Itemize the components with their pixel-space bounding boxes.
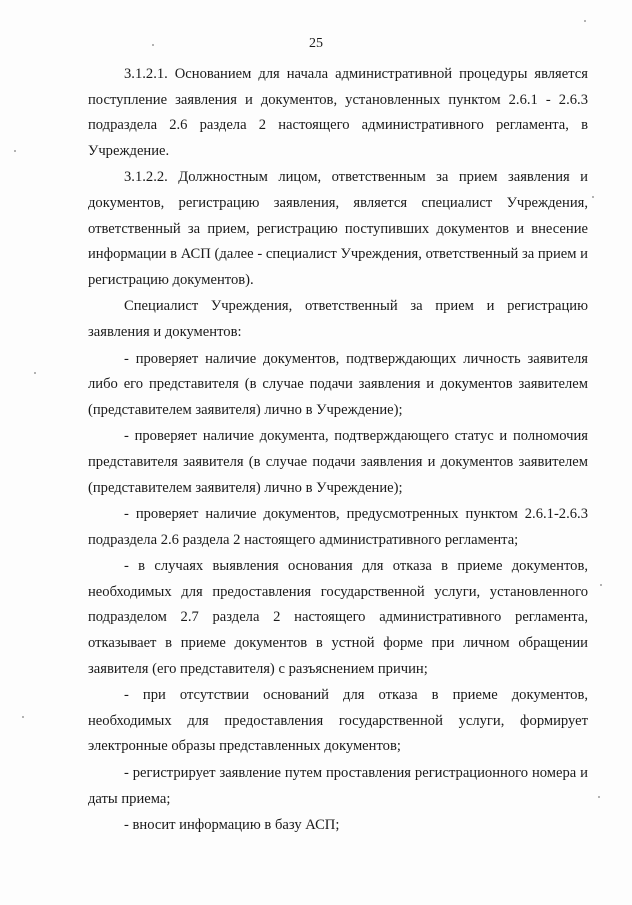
paragraph-3-1-2-2: 3.1.2.2. Должностным лицом, ответственным за прием заявления и документов, регистрацию заявления, является специалист Учреждения, ответственный за прием, регистрацию поступивших документов и внесение информации в АСП (далее - специалист Учреждения, ответственный за прием и регистрацию документов). — [88, 169, 588, 288]
document-body — [88, 62, 588, 839]
paragraph-3-1-2-1: 3.1.2.1. Основанием для начала административной процедуры является поступление заявления и документов, установленных пунктом 2.6.1 - 2.6.3 подраздела 2.6 раздела 2 настоящего административного регламента, в Учреждение. — [88, 66, 588, 159]
scan-speck — [34, 372, 36, 374]
list-item-asp-entry: - вносит информацию в базу АСП; — [124, 817, 340, 834]
scan-speck — [584, 20, 586, 22]
scan-speck — [152, 44, 154, 46]
page-number: 25 — [309, 36, 323, 51]
scan-speck — [600, 584, 602, 586]
list-item-identity-check: - проверяет наличие документов, подтверждающих личность заявителя либо его представителя (в случае подачи заявления и документов заявителем (представителем заявителя) лично в Учреждение); — [88, 350, 588, 418]
scan-speck — [14, 150, 16, 152]
list-item-electronic-images: - при отсутствии оснований для отказа в приеме документов, необходимых для предоставления государственной услуги, формирует электронные образы представленных документов; — [88, 687, 588, 755]
list-item-registration: - регистрирует заявление путем проставления регистрационного номера и даты приема; — [88, 765, 588, 807]
paragraph-specialist-intro: Специалист Учреждения, ответственный за прием и регистрацию заявления и документов: — [88, 298, 588, 340]
list-item-refusal: - в случаях выявления основания для отказа в приеме документов, необходимых для предоставления государственной услуги, установленного подразделом 2.7 раздела 2 настоящего административного регламента, отказывает в приеме документов в устной форме при личном обращении заявителя (его представителя) с разъяснением причин; — [88, 558, 588, 677]
list-item-representative-check: - проверяет наличие документа, подтверждающего статус и полномочия представителя заявителя (в случае подачи заявления и документов заявителем (представителем заявителя) лично в Учреждение); — [88, 428, 588, 496]
list-item-documents-check: - проверяет наличие документов, предусмотренных пунктом 2.6.1-2.6.3 подраздела 2.6 раздела 2 настоящего административного регламента; — [88, 506, 588, 548]
scan-speck — [592, 196, 594, 198]
scan-speck — [22, 716, 24, 718]
scan-speck — [598, 796, 600, 798]
